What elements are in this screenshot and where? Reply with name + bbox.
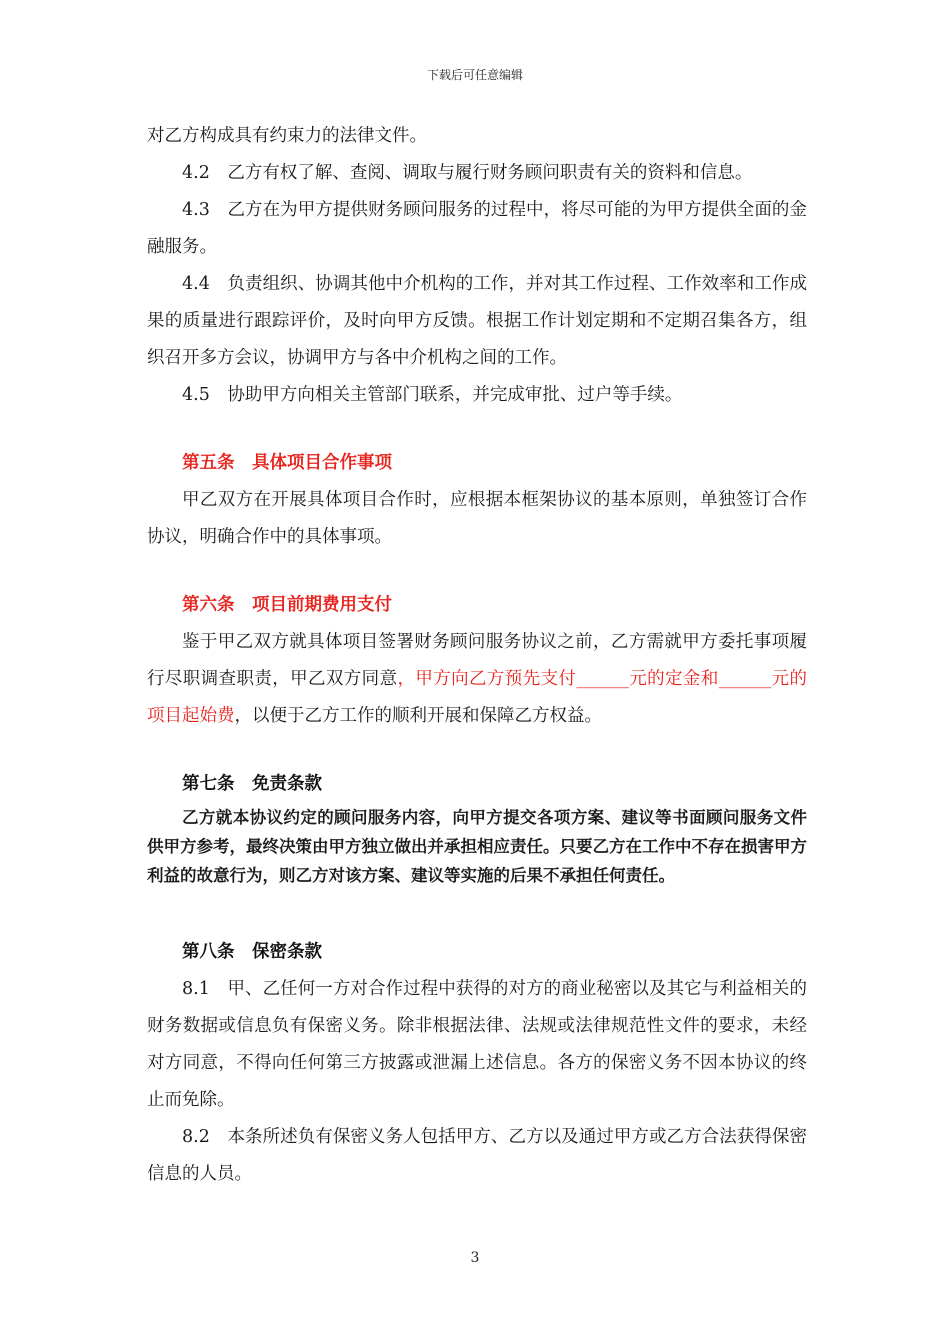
article-8-title: 第八条 保密条款	[182, 942, 322, 962]
clause-8-2: 8.2 本条所述负有保密义务人包括甲方、乙方以及通过甲方或乙方合法获得保密信息的人员。	[147, 1127, 807, 1184]
document-body	[147, 118, 807, 1193]
spacer	[147, 414, 807, 445]
clause-4-5: 4.5 协助甲方向相关主管部门联系，并完成审批、过户等手续。	[182, 385, 683, 405]
spacer	[147, 556, 807, 587]
article-6-body-b: ，以便于乙方工作的顺利开展和保障乙方权益。	[234, 706, 602, 726]
article-5-title: 第五条 具体项目合作事项	[182, 453, 392, 473]
article-6-title: 第六条 项目前期费用支付	[182, 595, 392, 615]
clause-4-4: 4.4 负责组织、协调其他中介机构的工作，并对其工作过程、工作效率和工作成果的质量进行跟踪评价，及时向甲方反馈。根据工作计划定期和不定期召集各方，组织召开多方会议，协调甲方与各中介机构之间的工作。	[147, 274, 807, 368]
article-7-title: 第七条 免责条款	[182, 774, 322, 794]
clause-4-2: 4.2 乙方有权了解、查阅、调取与履行财务顾问职责有关的资料和信息。	[182, 163, 753, 183]
page-header: 下载后可任意编辑	[426, 68, 523, 82]
clause-4-3: 4.3 乙方在为甲方提供财务顾问服务的过程中，将尽可能的为甲方提供全面的金融服务。	[147, 200, 807, 257]
article-7-body: 乙方就本协议约定的顾问服务内容，向甲方提交各项方案、建议等书面顾问服务文件供甲方参考，最终决策由甲方独立做出并承担相应责任。只要乙方在工作中不存在损害甲方利益的故意行为，则乙方对该方案、建议等实施的后果不承担任何责任。	[147, 808, 807, 885]
article-5-body: 甲乙双方在开展具体项目合作时，应根据本框架协议的基本原则，单独签订合作协议，明确合作中的具体事项。	[147, 490, 807, 547]
page-number: 3	[470, 1250, 480, 1266]
clause-8-1: 8.1 甲、乙任何一方对合作过程中获得的对方的商业秘密以及其它与利益相关的财务数据或信息负有保密义务。除非根据法律、法规或法律规范性文件的要求，未经对方同意，不得向任何第三方披露或泄漏上述信息。各方的保密义务不因本协议的终止而免除。	[147, 979, 807, 1110]
article-6-body-a: 鉴于甲乙双方就具体项目签署财务顾问服务协议之前，乙方需就甲方委托事项履行尽职调查职责，甲乙双方同意	[147, 632, 807, 689]
spacer	[147, 890, 807, 934]
paragraph-continuation: 对乙方构成具有约束力的法律文件。	[147, 126, 427, 146]
article-6-payment-terms: ，甲方向乙方预先支付______元的定金和______元的项目起始费	[147, 669, 807, 726]
article-6-body	[147, 624, 807, 735]
spacer	[147, 735, 807, 766]
